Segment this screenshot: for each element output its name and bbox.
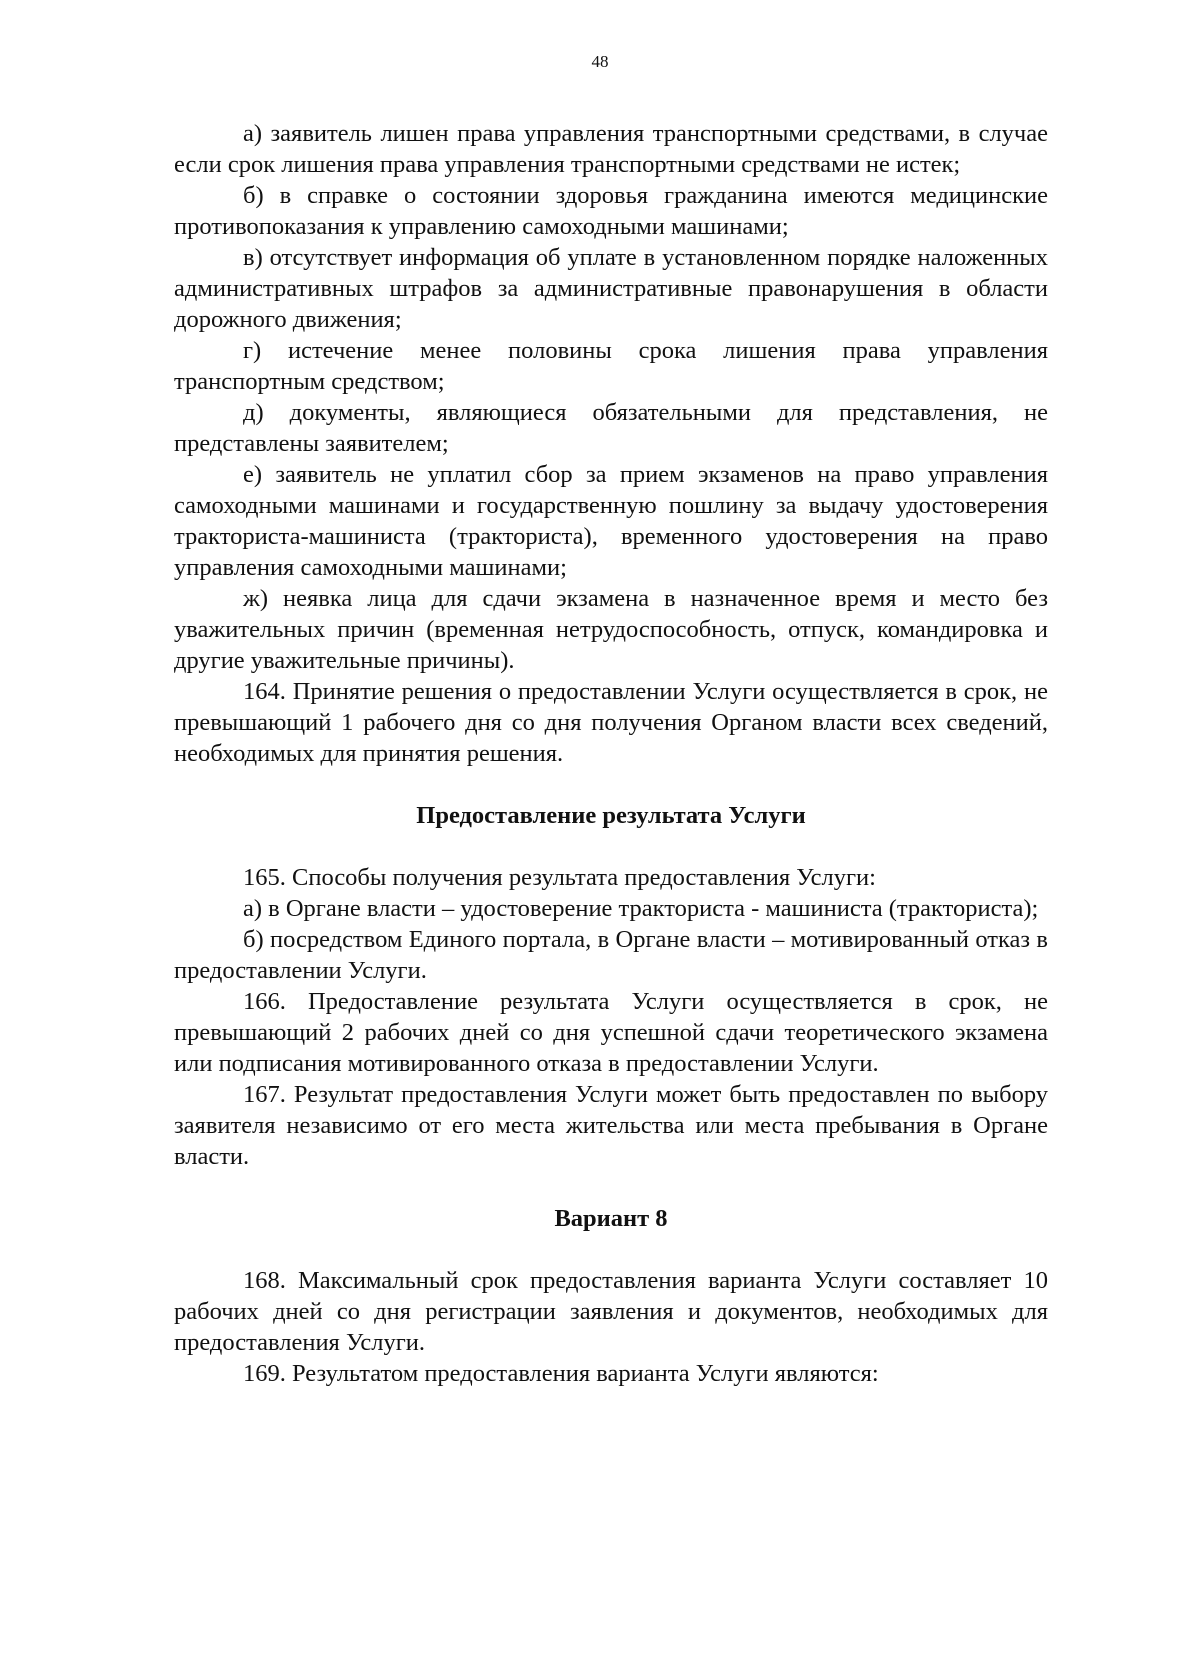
paragraph-165: 165. Способы получения результата предоставления Услуги:: [243, 864, 876, 891]
page-number: 48: [591, 52, 609, 71]
section-heading-result: Предоставление результата Услуги: [416, 802, 806, 829]
paragraph-item-d: д) документы, являющиеся обязательными для представления, не представлены заявителем;: [174, 399, 1048, 457]
paragraph-item-v: в) отсутствует информация об уплате в установленном порядке наложенных административных штрафов за административные правонарушения в области дорожного движения;: [174, 244, 1048, 333]
paragraph-165-a: а) в Органе власти – удостоверение тракториста - машиниста (тракториста);: [243, 895, 1039, 922]
paragraph-169: 169. Результатом предоставления варианта Услуги являются:: [243, 1360, 879, 1387]
section-heading-variant: Вариант 8: [554, 1205, 668, 1232]
paragraph-164: 164. Принятие решения о предоставлении Услуги осуществляется в срок, не превышающий 1 рабочего дня со дня получения Органом власти всех сведений, необходимых для принятия решения.: [174, 678, 1048, 767]
paragraph-item-zh: ж) неявка лица для сдачи экзамена в назначенное время и место без уважительных причин (временная нетрудоспособность, отпуск, командировка и другие уважительные причины).: [174, 585, 1048, 674]
paragraph-item-g: г) истечение менее половины срока лишения права управления транспортным средством;: [174, 337, 1048, 395]
paragraph-165-b: б) посредством Единого портала, в Органе власти – мотивированный отказ в предоставлении Услуги.: [174, 926, 1048, 984]
paragraph-166: 166. Предоставление результата Услуги осуществляется в срок, не превышающий 2 рабочих дней со дня успешной сдачи теоретического экзамена или подписания мотивированного отказа в предоставлении Услуги.: [174, 988, 1048, 1077]
paragraph-item-b: б) в справке о состоянии здоровья гражданина имеются медицинские противопоказания к управлению самоходными машинами;: [174, 182, 1048, 240]
document-body: [174, 118, 1048, 1389]
paragraph-item-e: е) заявитель не уплатил сбор за прием экзаменов на право управления самоходными машинами и государственную пошлину за выдачу удостоверения тракториста-машиниста (тракториста), временного удостоверения на право управления самоходными машинами;: [174, 461, 1048, 581]
paragraph-168: 168. Максимальный срок предоставления варианта Услуги составляет 10 рабочих дней со дня регистрации заявления и документов, необходимых для предоставления Услуги.: [174, 1267, 1048, 1356]
paragraph-167: 167. Результат предоставления Услуги может быть предоставлен по выбору заявителя независимо от его места жительства или места пребывания в Органе власти.: [174, 1081, 1048, 1170]
paragraph-item-a: а) заявитель лишен права управления транспортными средствами, в случае если срок лишения права управления транспортными средствами не истек;: [174, 120, 1048, 178]
